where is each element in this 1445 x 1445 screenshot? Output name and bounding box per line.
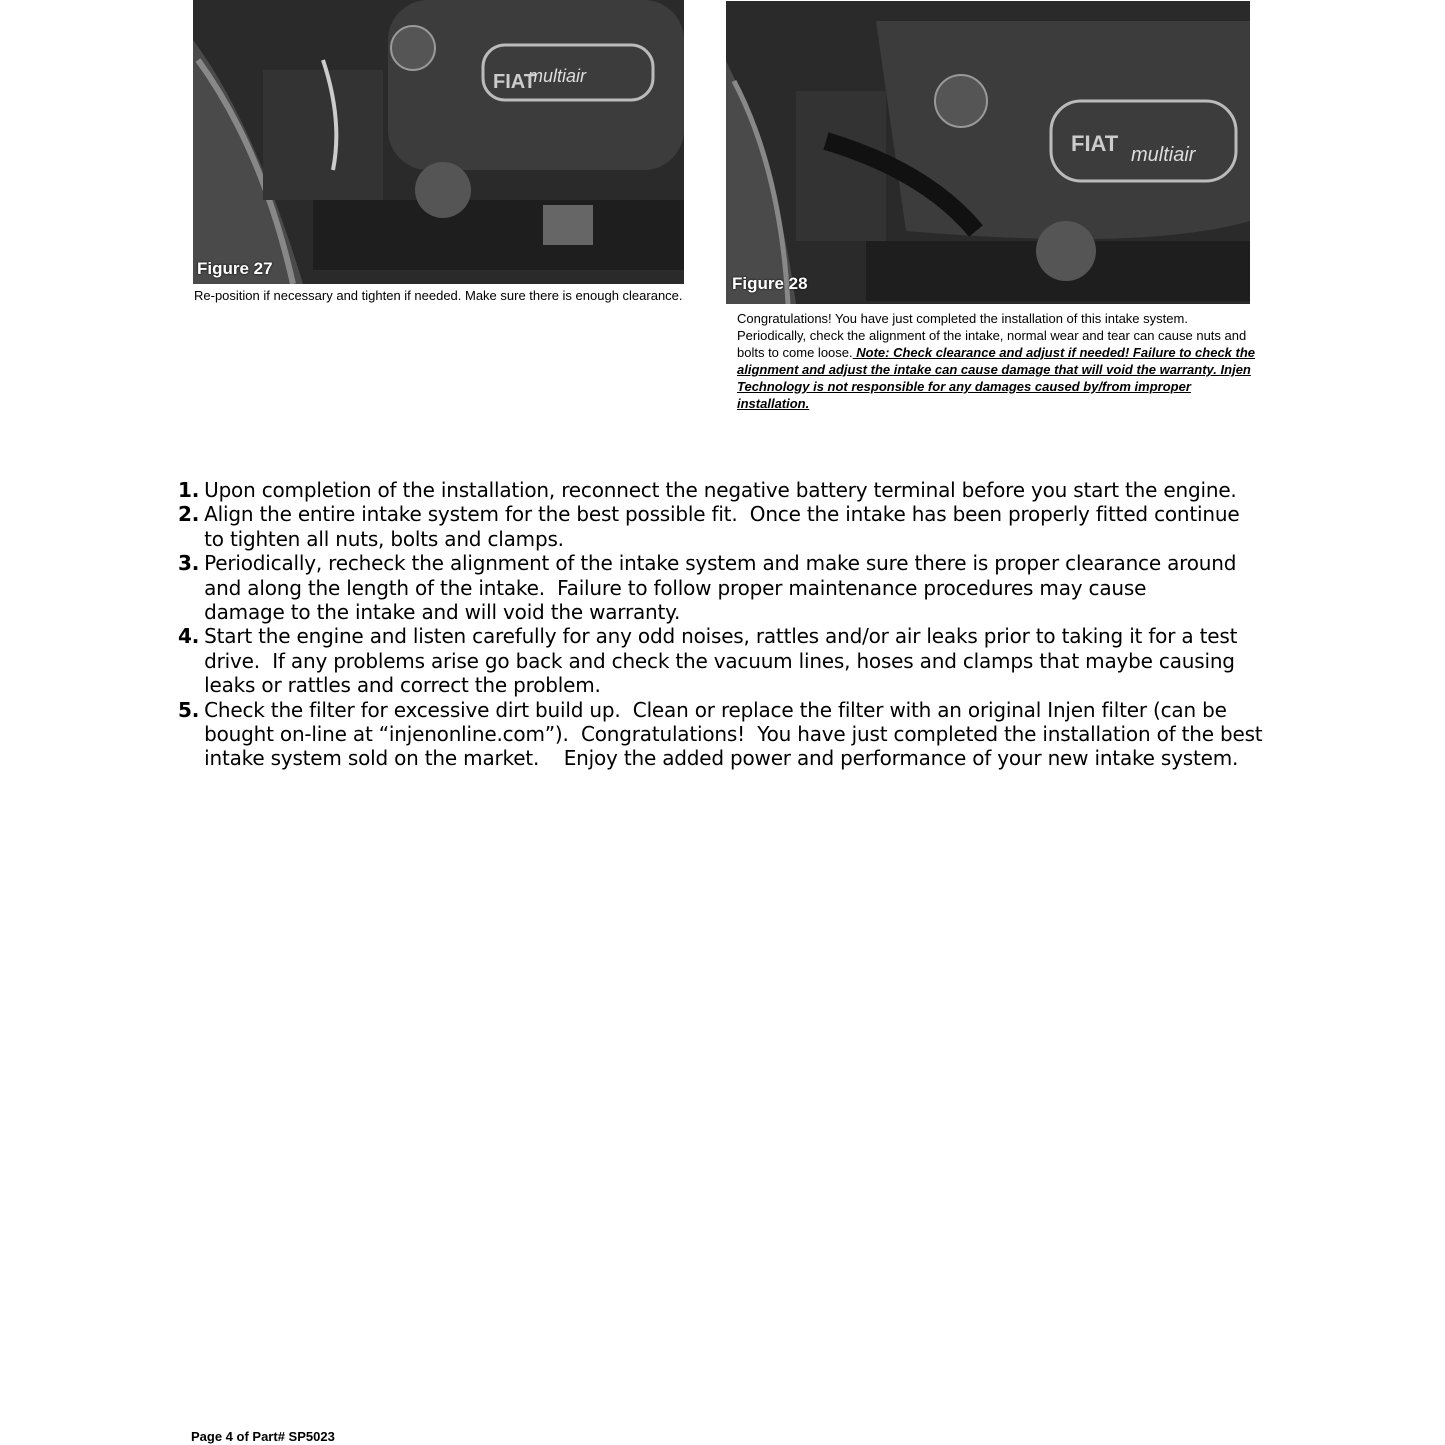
step-number: 3. (178, 551, 200, 576)
step-number: 1. (178, 478, 200, 502)
step-number: 4. (178, 624, 200, 649)
fiat-logo: FIAT (493, 71, 536, 93)
step-item (178, 624, 1288, 697)
figure-27-photo (193, 0, 684, 284)
step-number: 2. (178, 502, 200, 527)
step-item (178, 478, 1288, 502)
step-item (178, 698, 1288, 771)
step-item (178, 502, 1288, 551)
figure-28-caption (737, 310, 1255, 412)
figure-28-warning: Note: Check clearance and adjust if needed! Failure to check the alignment and adjust the intake can cause damage that will void the warranty. Injen Technology is not responsible for any damages caused by/from improper installation. (737, 345, 1256, 411)
figure-27-caption: Re-position if necessary and tighten if needed. Make sure there is enough clearance. (194, 288, 683, 303)
instruction-steps (178, 478, 1288, 771)
figure-28-photo (726, 1, 1250, 304)
figure-28-label: Figure 28 (732, 274, 808, 293)
fiat-logo: FIAT (1071, 131, 1119, 156)
step-number: 5. (178, 697, 200, 722)
step-item (178, 551, 1288, 624)
multiair-logo: multiair (528, 66, 587, 86)
engine-bay-illustration (193, 0, 684, 284)
step-text: Align the entire intake system for the best possible fit. Once the intake has been properly fitted continue to tighten all nuts, bolts and clamps. (204, 502, 1240, 551)
step-text: Periodically, recheck the alignment of the intake system and make sure there is proper clearance around and along the length of the intake. Failure to follow proper maintenance procedures may cause damage to the intake and will void the warranty. (204, 551, 1237, 625)
figure-27-label: Figure 27 (197, 259, 273, 278)
step-text: Check the filter for excessive dirt build up. Clean or replace the filter with an original Injen filter (can be bought on-line at “injenonline.com”). Congratulations! You have just completed the installation of the best intake system sold on the market. Enjoy the added power and performance of your new intake system. (204, 697, 1263, 771)
figure-28-caption-text: Congratulations! You have just completed the installation of this intake system. Periodically, check the alignment of the intake, normal wear and tear can cause nuts and bolts to come loose. (737, 311, 1247, 360)
engine-bay-with-intake-illustration (726, 1, 1250, 304)
page-footer: Page 4 of Part# SP5023 (191, 1429, 335, 1444)
step-text: Start the engine and listen carefully for any odd noises, rattles and/or air leaks prior to taking it for a test drive. If any problems arise go back and check the vacuum lines, hoses and clamps that maybe causing leaks or rattles and correct the problem. (204, 624, 1238, 698)
step-text: Upon completion of the installation, reconnect the negative battery terminal before you start the engine. (204, 478, 1237, 502)
multiair-logo: multiair (1131, 144, 1196, 166)
